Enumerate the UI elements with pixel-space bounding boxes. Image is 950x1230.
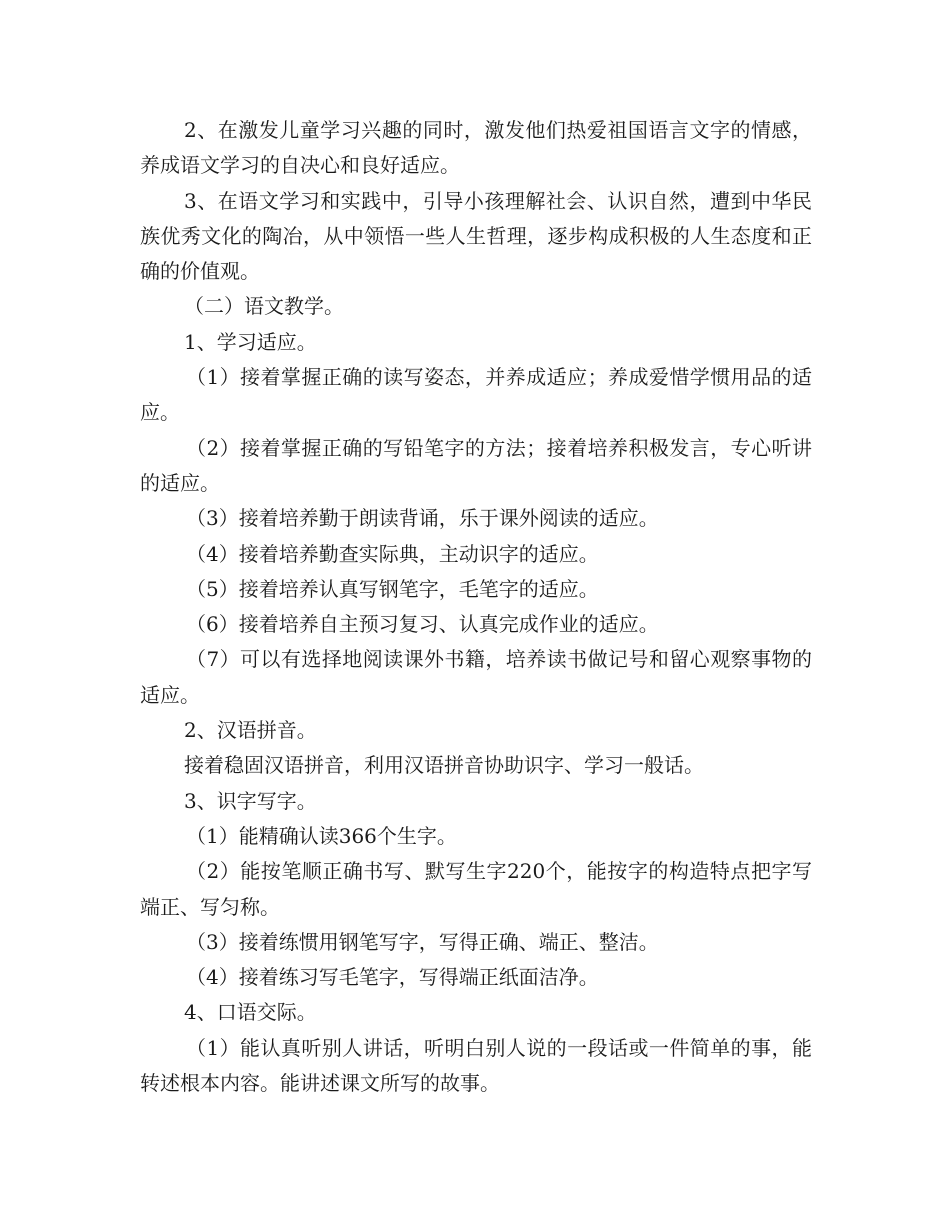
list-item: （6）接着培养自主预习复习、认真完成作业的适应。	[186, 612, 659, 637]
paragraph: 3、在语文学习和实践中，引导小孩理解社会、认识自然，遭到中华民族优秀文化的陶冶，从中领悟一些人生哲理，逐步构成积极的人生态度和正确的价值观。	[140, 188, 812, 284]
list-item: （1）接着掌握正确的读写姿态，并养成适应；养成爱惜学惯用品的适应。	[140, 365, 812, 425]
list-item: （1）能精确认读366个生字。	[186, 823, 457, 848]
list-item: （2）接着掌握正确的写铅笔字的方法；接着培养积极发言，专心听讲的适应。	[140, 435, 812, 495]
list-item: （4）接着练习写毛笔字，写得端正纸面洁净。	[186, 965, 599, 990]
document-body	[140, 113, 812, 1101]
paragraph: 2、在激发儿童学习兴趣的同时，激发他们热爱祖国语言文字的情感，养成语文学习的自决心和良好适应。	[140, 118, 812, 178]
subsection-heading: 1、学习适应。	[184, 329, 317, 354]
section-heading: （二）语文教学。	[184, 294, 344, 319]
list-item: （3）接着练惯用钢笔写字，写得正确、端正、整洁。	[186, 929, 659, 954]
subsection-heading: 3、识字写字。	[184, 788, 317, 813]
list-item: （4）接着培养勤查实际典，主动识字的适应。	[186, 541, 599, 566]
paragraph: 接着稳固汉语拼音，利用汉语拼音协助识字、学习一般话。	[184, 753, 704, 778]
list-item: （1）能认真听别人讲话，听明白别人说的一段话或一件简单的事，能转述根本内容。能讲述课文所写的故事。	[140, 1035, 812, 1096]
subsection-heading: 4、口语交际。	[184, 1000, 317, 1025]
list-item: （5）接着培养认真写钢笔字，毛笔字的适应。	[186, 576, 599, 601]
list-item: （7）可以有选择地阅读课外书籍，培养读书做记号和留心观察事物的适应。	[140, 647, 812, 707]
list-item: （3）接着培养勤于朗读背诵，乐于课外阅读的适应。	[186, 506, 659, 531]
list-item: （2）能按笔顺正确书写、默写生字220个，能按字的构造特点把字写端正、写匀称。	[140, 859, 812, 919]
subsection-heading: 2、汉语拼音。	[184, 718, 317, 743]
